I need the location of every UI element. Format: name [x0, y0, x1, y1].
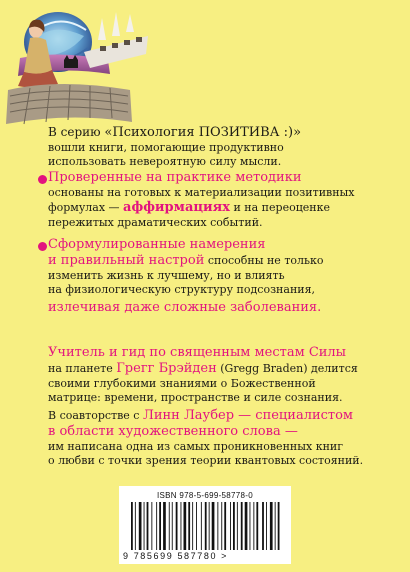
barcode-bar	[192, 502, 193, 550]
barcode-bar	[172, 502, 173, 550]
bullet-2-line-4: излечивая даже сложные заболевания.	[48, 300, 322, 315]
bullet-2-heading-line-2: и правильный настрой	[48, 253, 205, 268]
barcode-bar	[188, 502, 190, 550]
bullet-dot-1	[38, 175, 47, 184]
bullet-1-line-2-after: и на переоценке	[229, 201, 330, 214]
barcode-bar	[270, 502, 273, 550]
barcode-bar	[224, 502, 226, 550]
barcode-bar	[163, 502, 166, 550]
barcode-bar	[156, 502, 157, 550]
barcode-bar	[169, 502, 170, 550]
barcode-bar	[253, 502, 254, 550]
author-line-1-after: (Gregg Braden) делится	[216, 362, 358, 375]
barcode-bar	[241, 502, 243, 550]
barcode-bar	[144, 502, 145, 550]
author-block	[48, 345, 398, 468]
coauthor-line-1: Линн Лаубер — специалистом	[142, 408, 354, 423]
intro-line-3: использовать невероятную силу мысли.	[48, 155, 282, 168]
bullet-2-block	[48, 237, 398, 316]
barcode-bar	[250, 502, 251, 550]
author-line-1-before: на планете	[48, 362, 117, 375]
barcode-bar	[139, 502, 142, 550]
barcode-bar	[212, 502, 215, 550]
barcode-bar	[196, 502, 197, 550]
barcode-bar	[201, 502, 202, 550]
bullet-1-block	[48, 170, 398, 230]
barcode-bar	[217, 502, 218, 550]
bullet-2-line-3: на физиологическую структуру подсознания,	[48, 283, 316, 296]
bullet-dot-2	[38, 242, 47, 251]
barcode-bar	[233, 502, 235, 550]
bullet-1-line-3: пережитых драматических событий.	[48, 216, 263, 229]
bullet-2-line-2: изменить жизнь к лучшему, но и влиять	[48, 269, 285, 282]
barcode-bar	[237, 502, 238, 550]
barcode-bar	[245, 502, 248, 550]
bullet-1-line-2-before: формулах —	[48, 201, 124, 214]
intro-block	[48, 124, 398, 169]
barcode-bar	[209, 502, 210, 550]
barcode-digits: 9 785699 587780 >	[123, 551, 229, 561]
barcode-bar	[262, 502, 264, 550]
barcode-bar	[176, 502, 178, 550]
author-line-3: матрице: времени, пространстве и силе сознания.	[48, 391, 343, 404]
barcode	[119, 486, 291, 564]
barcode-bar	[131, 502, 133, 550]
barcode-bar	[230, 502, 231, 550]
barcode-bar	[256, 502, 258, 550]
series-name: «Психология ПОЗИТИВА :)»	[104, 125, 302, 140]
bullet-2-heading-line-2-after: способны не только	[204, 254, 324, 267]
barcode-bar	[151, 502, 152, 550]
author-line-5: им написана одна из самых проникновенных книг	[48, 440, 343, 453]
author-name: Грегг Брэйден	[116, 361, 217, 376]
barcode-bar	[181, 502, 182, 550]
author-heading: Учитель и гид по священным местам Силы	[48, 345, 347, 360]
barcode-bar	[205, 502, 207, 550]
author-line-2: своими глубокими знаниями о Божественной	[48, 377, 316, 390]
affirmations-highlight: аффирмациях	[123, 200, 230, 215]
intro-line-2: вошли книги, помогающие продуктивно	[48, 141, 284, 154]
intro-prefix: В серию	[48, 125, 105, 139]
barcode-bar	[184, 502, 187, 550]
author-line-6: о любви с точки зрения теории квантовых состояний.	[48, 454, 364, 467]
author-line-4-before: В соавторстве с	[48, 409, 143, 422]
barcode-bar	[275, 502, 276, 550]
bullet-1-heading: Проверенные на практике методики	[48, 170, 302, 185]
isbn-number: ISBN 978-5-699-58778-0	[157, 491, 253, 500]
barcode-bar	[278, 502, 280, 550]
barcode-bar	[266, 502, 267, 550]
bullet-2-heading-line-1: Сформулированные намерения	[48, 237, 266, 252]
cover-illustration	[0, 0, 150, 128]
barcode-bars	[129, 502, 283, 552]
barcode-bar	[147, 502, 149, 550]
barcode-bar	[135, 502, 136, 550]
coauthor-line-2: в области художественного слова —	[48, 424, 298, 439]
barcode-bar	[159, 502, 161, 550]
bullet-1-line-1: основаны на готовых к материализации позитивных	[48, 186, 355, 199]
barcode-bar	[221, 502, 222, 550]
